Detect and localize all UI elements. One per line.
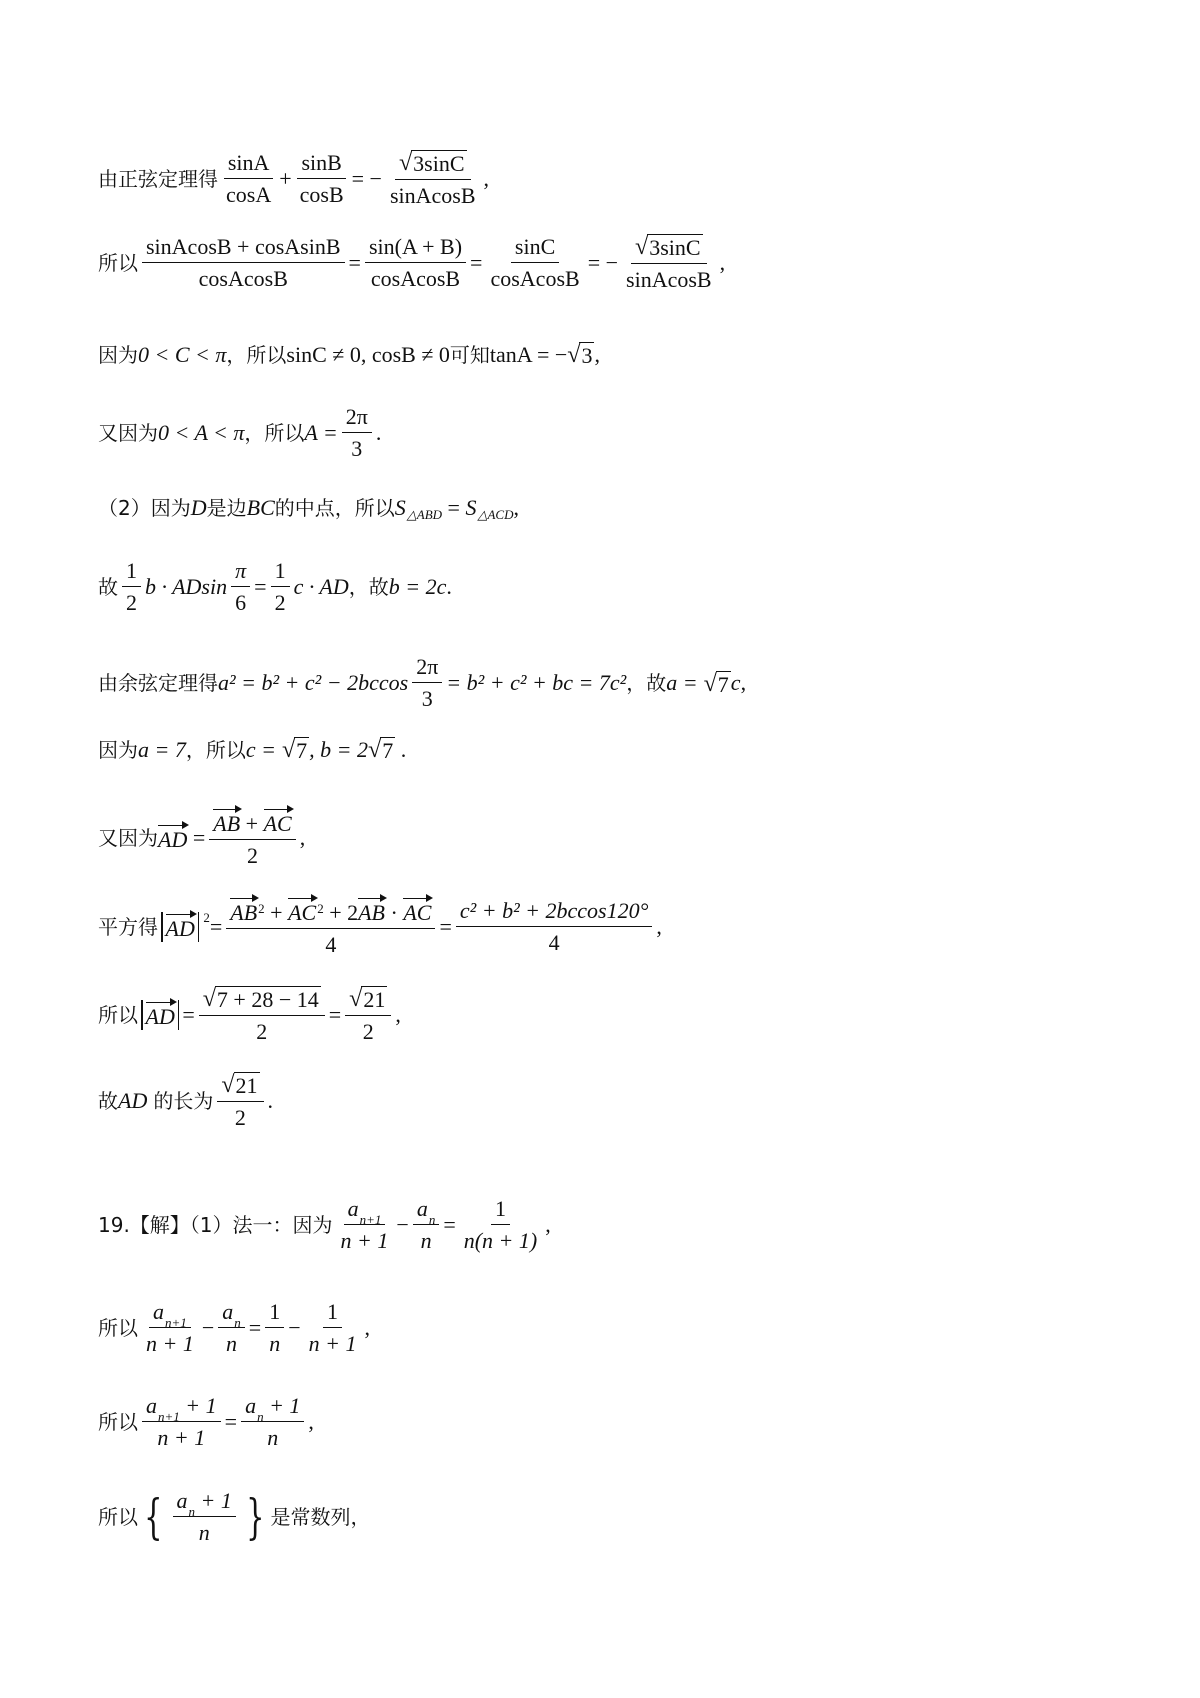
numerator: sinA xyxy=(224,152,274,179)
fraction xyxy=(342,406,372,460)
radicand: 7 xyxy=(296,738,308,763)
radicand: 7 + 28 − 14 xyxy=(216,987,319,1012)
line-tanA: 因为 0 < C < π ，所以 sinC ≠ 0, cosB ≠ 0 可知 tanA = − √ 3 , xyxy=(98,341,600,368)
vector: AC xyxy=(403,897,431,924)
fraction xyxy=(122,560,141,614)
denominator: sinAcosB xyxy=(626,267,712,292)
line-sine-rule: 由正弦定理得 $\frac{\sin A}{\cos A}$ + $\frac{\sin B}{\cos B}$ = − √ 3sinC sinAcosB , xyxy=(98,149,490,208)
fraction xyxy=(241,1395,304,1449)
math: c = xyxy=(245,736,276,762)
text: 可知 xyxy=(449,342,490,367)
text: （2）因为 xyxy=(98,496,191,520)
numerator: a n + 1 xyxy=(241,1395,304,1422)
numerator: 1 xyxy=(122,560,141,587)
numerator: 2π xyxy=(342,406,372,433)
text: ，故 xyxy=(626,671,667,695)
numerator: a n + 1 xyxy=(173,1490,236,1517)
vector: AB xyxy=(230,897,257,924)
numerator: √ 7 + 28 − 14 xyxy=(199,986,325,1016)
radicand: 3sinC xyxy=(413,151,465,176)
line-partial-fraction: 所以 a n+1 n + 1 − a n n = $\frac{1}{n}$ − $\frac{1}{n + 1}$ , xyxy=(98,1299,370,1356)
denominator: 3 xyxy=(421,686,433,711)
numerator: √ 21 xyxy=(217,1072,263,1102)
fraction xyxy=(222,149,275,207)
vector: AD xyxy=(158,824,187,851)
numerator: √ 3sinC xyxy=(395,150,471,180)
vector: AB xyxy=(213,808,240,835)
denominator: n(n + 1) xyxy=(463,1228,538,1253)
numerator: 1 xyxy=(265,1301,284,1328)
denominator: 4 xyxy=(325,932,337,957)
math: c xyxy=(730,670,741,695)
math: c · AD xyxy=(293,574,349,599)
text: ，所以 xyxy=(185,737,246,762)
line-area-eq: 故 $\frac{1}{2}$ b · ADsin $\frac{\pi}{6}$ = $\frac{1}{2}$ c · AD ，故 b = 2c . xyxy=(98,558,452,615)
denominator: n + 1 xyxy=(308,1331,357,1356)
text: 又因为 xyxy=(98,825,158,850)
denominator: 6 xyxy=(235,590,247,615)
denominator: cosAcosB xyxy=(198,265,288,291)
text: 由正弦定理得 xyxy=(98,166,218,191)
text: 所以 xyxy=(98,1410,138,1434)
denominator: 4 xyxy=(548,929,560,955)
fraction xyxy=(173,1490,236,1544)
numerator: √ 21 xyxy=(345,986,391,1016)
denominator: 2 xyxy=(234,1105,246,1130)
math: BC xyxy=(246,495,275,520)
line-constant-ratio: 所以 a n+1 + 1 n + 1 = a n + 1 n , xyxy=(98,1393,314,1450)
vector: AC xyxy=(288,897,316,924)
denominator: 2 xyxy=(274,590,286,615)
text: 因为 xyxy=(98,737,138,762)
numerator: a n xyxy=(218,1301,245,1328)
radicand: 3sinC xyxy=(649,235,701,260)
denominator: cosAcosB xyxy=(490,265,580,291)
line-c-b-values: 因为 a = 7 ，所以 c = √ 7 , b = 2 √ 7 . xyxy=(98,736,407,763)
denominator: sinAcosB xyxy=(389,183,476,208)
text: 又因为 xyxy=(98,421,158,445)
denominator: n + 1 xyxy=(146,1331,194,1356)
radicand: 7 xyxy=(382,738,394,763)
math: tanA = − xyxy=(489,341,568,367)
radicand: 21 xyxy=(235,1073,258,1098)
fraction xyxy=(271,560,290,614)
math: AD xyxy=(118,1087,148,1113)
fraction xyxy=(265,1301,284,1355)
text: 所以 xyxy=(98,1002,138,1027)
text: ，故 xyxy=(348,575,389,599)
numerator: sin(A + B) xyxy=(365,236,466,263)
numerator: a n+1 xyxy=(149,1301,191,1328)
math: sinC ≠ 0, cosB ≠ 0 xyxy=(286,341,450,367)
numerator: c² + b² + 2bccos120° xyxy=(456,900,653,927)
line-A-value: 又因为 0 < A < π ，所以 A = $\frac{2\pi}{3}$ . xyxy=(98,404,382,461)
numerator: sinC xyxy=(511,236,559,263)
math: a = 7 xyxy=(138,736,186,762)
fraction xyxy=(337,1198,393,1252)
fraction xyxy=(142,1395,221,1449)
vector: AB xyxy=(358,897,385,924)
text: 的长为 xyxy=(153,1088,214,1113)
vector: AD xyxy=(166,913,195,940)
denominator: n xyxy=(269,1331,281,1356)
text: 是边 xyxy=(206,496,247,520)
fraction xyxy=(199,986,325,1043)
denominator: 2 xyxy=(246,843,258,868)
line-square: 平方得 AD 2 = AB 2 + AC 2 + 2 AB · AC 4 = $\frac{\text{c² + b² + 2bccos120°}}{4}$ , xyxy=(98,897,662,957)
line-part2-midpoint: （2）因为 D 是边 BC 的中点，所以 S △ABD = S △ACD , xyxy=(98,495,519,522)
denominator: cosAcosB xyxy=(370,265,461,291)
denominator: 2 xyxy=(126,590,137,615)
text: ，所以 xyxy=(226,342,287,367)
fraction xyxy=(365,233,466,291)
math: A = xyxy=(304,420,338,445)
numerator: a n+1 xyxy=(344,1198,386,1225)
text: 故 xyxy=(98,1088,118,1113)
subscript: △ACD xyxy=(477,506,514,522)
fraction xyxy=(296,149,348,207)
denominator: 3 xyxy=(351,436,363,461)
fraction xyxy=(460,1198,542,1252)
numerator: AB + AC xyxy=(209,808,295,840)
radicand: 21 xyxy=(363,987,386,1012)
math: S xyxy=(465,495,477,520)
math: a² = b² + c² − 2bccos xyxy=(218,670,409,695)
numerator: sinB xyxy=(297,152,345,179)
math: b · ADsin xyxy=(145,574,228,599)
numerator: AB 2 + AC 2 + 2 AB · AC xyxy=(226,897,435,929)
fraction xyxy=(142,1301,198,1355)
vector: AD xyxy=(146,1001,175,1028)
line-constant-sequence: 所以 { a n + 1 n } 是常数列， xyxy=(98,1488,371,1545)
fraction xyxy=(231,560,250,614)
math: b = 2c xyxy=(388,574,447,599)
fraction xyxy=(622,234,716,291)
denominator: n xyxy=(420,1228,432,1253)
fraction xyxy=(209,808,295,867)
line-sum-formula: 所以 $\frac{\text{sinAcosB + cosAsinB}}{\text{cosAcosB}}$ = $\frac{\sin(A + B)}{\text{cosAcosB}}$ = $\frac{\sin C}{\text{cosAcosB}}$ = − √ 3sinC sinAcosB , xyxy=(98,233,726,292)
text: 的中点，所以 xyxy=(274,496,395,520)
denominator: n + 1 xyxy=(340,1228,389,1253)
math: 0 < C < π xyxy=(138,341,227,367)
text: 因为 xyxy=(98,342,138,367)
fraction xyxy=(218,1301,245,1355)
fraction xyxy=(456,897,653,955)
text: 所以 xyxy=(98,250,138,275)
text: 故 xyxy=(98,575,118,599)
question-19-heading: 19.【解】（1）法一：因为 xyxy=(98,1213,333,1237)
numerator: π xyxy=(231,560,250,587)
numerator: √ 3sinC xyxy=(631,234,707,264)
denominator: n xyxy=(267,1425,279,1450)
fraction xyxy=(226,897,435,956)
vector: AC xyxy=(264,808,292,835)
math: a = xyxy=(666,670,698,695)
fraction xyxy=(386,150,480,207)
radicand: 3 xyxy=(581,343,593,368)
text: 平方得 xyxy=(98,914,158,939)
denominator: n + 1 xyxy=(157,1425,206,1450)
text: 是常数列， xyxy=(270,1505,371,1529)
fraction xyxy=(345,986,391,1043)
line-AD-magnitude: 所以 AD = √ 7 + 28 − 14 2 = √ 21 2 , xyxy=(98,986,401,1044)
fraction xyxy=(486,233,583,291)
numerator: 1 xyxy=(491,1198,510,1225)
line-q19: 19.【解】（1）法一：因为 a n+1 n + 1 − a n n = $\frac{1}{n(n + 1)}$ , xyxy=(98,1196,551,1253)
radicand: 7 xyxy=(717,671,729,697)
denominator: 2 xyxy=(256,1019,268,1044)
text: 所以 xyxy=(98,1316,138,1340)
text: 所以 xyxy=(98,1505,138,1529)
fraction xyxy=(413,1198,440,1252)
math: = b² + c² + bc = 7c² xyxy=(446,670,627,695)
fraction xyxy=(305,1301,361,1355)
denominator: 2 xyxy=(362,1019,374,1044)
numerator: 1 xyxy=(271,560,290,587)
math: , b = 2 xyxy=(309,736,369,762)
line-AD-length: 故 AD 的长为 √ 21 2 . xyxy=(98,1072,273,1130)
fraction xyxy=(142,233,345,291)
fraction xyxy=(217,1072,263,1129)
denominator: n xyxy=(226,1331,238,1356)
math: 0 < A < π xyxy=(158,420,245,445)
math: D xyxy=(190,495,207,520)
numerator: 1 xyxy=(323,1301,342,1328)
numerator: a n+1 + 1 xyxy=(142,1395,221,1422)
text: 由余弦定理得 xyxy=(98,671,218,695)
numerator: a n xyxy=(413,1198,440,1225)
numerator: sinAcosB + cosAsinB xyxy=(142,236,345,263)
line-vector-AD: 又因为 AD = AB + AC 2 , xyxy=(98,808,305,867)
subscript: △ABD xyxy=(406,506,443,522)
line-cosine-rule: 由余弦定理得 a² = b² + c² − 2bccos $\frac{2\pi}{3}$ = b² + c² + bc = 7c² ，故 a = √ 7 c , xyxy=(98,654,747,711)
denominator: n xyxy=(198,1520,210,1545)
text: ，所以 xyxy=(244,421,305,445)
fraction xyxy=(412,656,442,710)
math: S xyxy=(394,495,406,520)
numerator: 2π xyxy=(412,656,442,683)
denominator: cosA xyxy=(226,181,272,207)
denominator: cosB xyxy=(299,181,344,207)
